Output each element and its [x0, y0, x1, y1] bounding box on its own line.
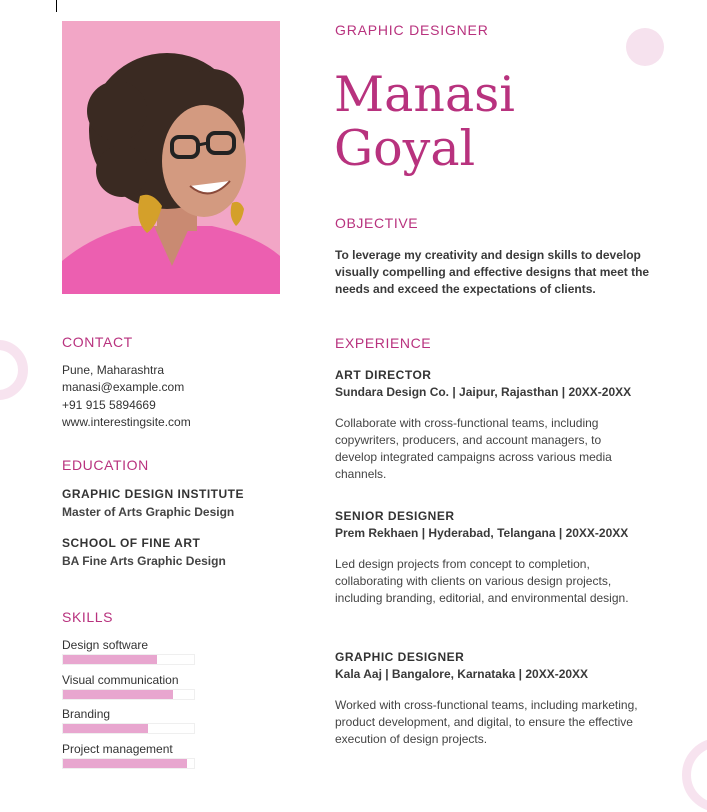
objective-text: To leverage my creativity and design skills to develop visually compelling and effective designs that meet the needs and exceed the expectations of clients.: [335, 248, 650, 296]
skills-heading: SKILLS: [62, 609, 114, 625]
contact-list: [62, 362, 191, 431]
skill-label: Project management: [62, 741, 173, 756]
job-title-heading: GRAPHIC DESIGNER: [335, 22, 489, 38]
contact-heading: CONTACT: [62, 334, 133, 350]
last-name: Goyal: [334, 120, 476, 177]
skills-list: [62, 638, 196, 776]
job-title: ART DIRECTOR: [335, 368, 432, 382]
education-degree: Master of Arts Graphic Design: [62, 505, 235, 519]
education-school: SCHOOL OF FINE ART: [62, 536, 201, 550]
first-name: Manasi: [334, 66, 515, 123]
job-description: Worked with cross-functional teams, including marketing, product development, and digital, to ensure the effective execution of design projects.: [335, 698, 638, 746]
job-description: Collaborate with cross-functional teams, including copywriters, producers, and account managers, to develop integrated campaigns across various media channels.: [335, 416, 612, 481]
education-entry: [62, 534, 226, 570]
decorative-circle: [626, 28, 664, 66]
skill-item: [62, 707, 196, 742]
skill-bar-fill: [63, 690, 173, 699]
job-meta: Sundara Design Co. | Jaipur, Rajasthan | 20XX-20XX: [335, 385, 632, 399]
experience-entry: [335, 508, 665, 607]
decorative-ring-bottom-right: [682, 738, 707, 812]
experience-heading: EXPERIENCE: [335, 335, 432, 351]
contact-location: Pune, Maharashtra: [62, 363, 165, 377]
skill-bar: [62, 689, 195, 700]
contact-email[interactable]: manasi@example.com: [62, 380, 185, 395]
job-title: SENIOR DESIGNER: [335, 509, 455, 523]
skill-bar-fill: [63, 724, 148, 733]
job-title: GRAPHIC DESIGNER: [335, 650, 465, 664]
education-school: GRAPHIC DESIGN INSTITUTE: [62, 487, 245, 501]
skill-label: Design software: [62, 638, 149, 652]
education-degree: BA Fine Arts Graphic Design: [62, 554, 226, 568]
skill-bar: [62, 758, 195, 769]
job-description: Led design projects from concept to completion, collaborating with clients on various design projects, including branding, editorial, and environmental design.: [335, 557, 629, 605]
skill-label: Visual communication: [62, 672, 179, 687]
text-cursor: [56, 0, 57, 12]
skill-bar-fill: [63, 655, 157, 664]
contact-phone: +91 915 5894669: [62, 397, 156, 412]
decorative-ring-left: [0, 340, 28, 400]
person-name: [334, 68, 515, 176]
profile-photo: [62, 21, 280, 294]
skill-item: [62, 638, 196, 673]
skill-label: Branding: [62, 707, 111, 721]
experience-entry: [335, 367, 665, 483]
skill-bar-fill: [63, 759, 187, 768]
experience-entry: [335, 649, 665, 748]
skill-item: [62, 742, 196, 777]
skill-item: [62, 673, 196, 708]
job-meta: Prem Rekhaen | Hyderabad, Telangana | 20XX-20XX: [335, 526, 629, 540]
objective-heading: OBJECTIVE: [335, 215, 419, 231]
contact-website[interactable]: www.interestingsite.com: [62, 414, 191, 429]
skill-bar: [62, 654, 195, 665]
skill-bar: [62, 723, 195, 734]
job-meta: Kala Aaj | Bangalore, Karnataka | 20XX-20XX: [335, 667, 589, 681]
education-heading: EDUCATION: [62, 457, 149, 473]
education-entry: [62, 485, 244, 521]
